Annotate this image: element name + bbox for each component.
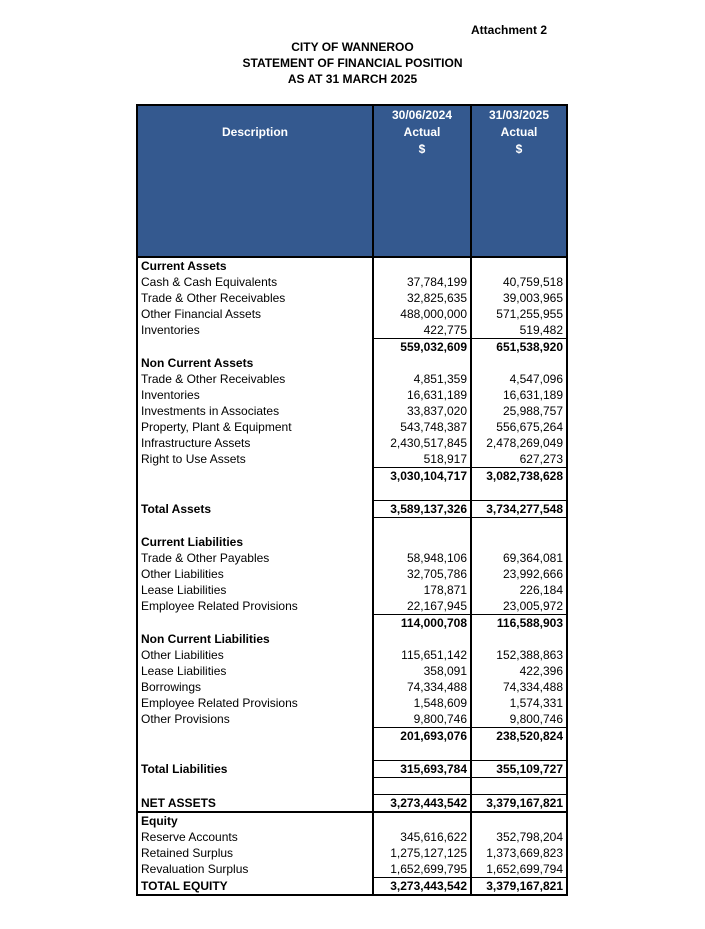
- value-2024: 37,784,199: [373, 274, 471, 290]
- value-2025: 2,478,269,049: [486, 436, 563, 450]
- table-row: [137, 419, 567, 435]
- table-row: [137, 711, 567, 728]
- row-label: Inventories: [137, 322, 373, 339]
- value-2025: 3,082,738,628: [471, 468, 567, 485]
- table-row: [137, 829, 567, 845]
- value-2024: [373, 744, 471, 761]
- table-row: [137, 647, 567, 663]
- date-title: AS AT 31 MARCH 2025: [287, 72, 418, 86]
- value-2024: 115,651,142: [373, 647, 471, 663]
- value-2024: 358,091: [373, 663, 471, 679]
- attachment-label: Attachment 2: [471, 23, 548, 37]
- row-label: Other Provisions: [137, 711, 373, 728]
- row-label: Current Assets: [137, 257, 373, 274]
- table-row: [137, 845, 567, 861]
- value-2024: [373, 812, 471, 829]
- total-row: [137, 795, 567, 813]
- value-2024: [373, 484, 471, 501]
- table-row: [137, 403, 567, 419]
- row-label: [137, 728, 373, 745]
- row-label: Equity: [137, 812, 373, 829]
- row-label: Revaluation Surplus: [137, 861, 373, 878]
- row-label: Other Liabilities: [137, 566, 373, 582]
- table-header-row: [137, 105, 567, 257]
- section-heading-row: [137, 534, 567, 550]
- value-2024: [373, 355, 471, 371]
- value-2025: 238,520,824: [471, 728, 567, 745]
- row-label: Total Liabilities: [137, 761, 373, 778]
- row-label: Other Financial Assets: [137, 306, 373, 322]
- table-row: [137, 322, 567, 339]
- value-2025: 651,538,920: [471, 339, 567, 356]
- value-2025: 116,588,903: [471, 615, 567, 632]
- table-row: [137, 861, 567, 878]
- value-2024: 3,273,443,542: [373, 795, 471, 813]
- value-2025: 3,734,277,548: [471, 501, 567, 518]
- table-row: [137, 582, 567, 598]
- value-2025: [471, 778, 567, 795]
- value-2025: 355,109,727: [471, 761, 567, 778]
- section-heading-row: [137, 355, 567, 371]
- row-label: Inventories: [137, 387, 373, 403]
- value-2025: 16,631,189: [502, 388, 563, 402]
- value-2025: [471, 518, 567, 535]
- value-2024: 3,273,443,542: [373, 878, 471, 896]
- value-2024: 1,275,127,125: [373, 845, 471, 861]
- row-label: Other Liabilities: [137, 647, 373, 663]
- table-row: [137, 306, 567, 322]
- row-label: [137, 468, 373, 485]
- row-label: NET ASSETS: [137, 795, 373, 813]
- value-2024: 114,000,708: [373, 615, 471, 632]
- value-2024: 518,917: [373, 451, 471, 468]
- value-2025: [471, 744, 567, 761]
- value-2024: 4,851,359: [373, 371, 471, 387]
- description-header: Description: [137, 105, 373, 257]
- row-label: Trade & Other Receivables: [137, 290, 373, 306]
- table-row: [137, 663, 567, 679]
- value-2025: [471, 534, 567, 550]
- col-2025-header: 31/03/2025 Actual $: [471, 105, 567, 257]
- value-2024: 9,800,746: [373, 711, 471, 728]
- value-2024: 33,837,020: [373, 403, 471, 419]
- value-2025: 422,396: [519, 664, 563, 678]
- value-2024: 22,167,945: [373, 598, 471, 615]
- value-2025: 1,652,699,794: [486, 862, 563, 876]
- value-2025: 25,988,757: [502, 404, 563, 418]
- row-label: Reserve Accounts: [137, 829, 373, 845]
- row-label: Investments in Associates: [137, 403, 373, 419]
- subtotal-row: [137, 339, 567, 356]
- row-label: Right to Use Assets: [137, 451, 373, 468]
- row-label: Infrastructure Assets: [137, 435, 373, 451]
- row-label: [137, 744, 373, 761]
- value-2024: 345,616,622: [373, 829, 471, 845]
- value-2024: 178,871: [373, 582, 471, 598]
- col-2024-header: 30/06/2024 Actual $: [373, 105, 471, 257]
- value-2025: [471, 812, 567, 829]
- table-row: [137, 387, 567, 403]
- value-2025: 74,334,488: [502, 680, 563, 694]
- spacer-row: [137, 518, 567, 535]
- table-row: [137, 435, 567, 451]
- value-2025: 40,759,518: [502, 275, 563, 289]
- table-row: [137, 451, 567, 468]
- value-2024: [373, 518, 471, 535]
- value-2024: 1,652,699,795: [373, 861, 471, 878]
- value-2025: 152,388,863: [496, 648, 563, 662]
- row-label: Cash & Cash Equivalents: [137, 274, 373, 290]
- total-row: [137, 761, 567, 778]
- table-row: [137, 371, 567, 387]
- table-row: [137, 290, 567, 306]
- table-row: [137, 695, 567, 711]
- value-2025: [471, 257, 567, 274]
- value-2025: 9,800,746: [509, 712, 563, 726]
- value-2024: 74,334,488: [373, 679, 471, 695]
- total-row: [137, 501, 567, 518]
- row-label: Lease Liabilities: [137, 663, 373, 679]
- statement-title: STATEMENT OF FINANCIAL POSITION: [242, 56, 463, 70]
- value-2025: [471, 631, 567, 647]
- row-label: Borrowings: [137, 679, 373, 695]
- value-2024: 3,589,137,326: [373, 501, 471, 518]
- row-label: [137, 518, 373, 535]
- value-2025: 1,574,331: [509, 696, 563, 710]
- table-row: [137, 679, 567, 695]
- subtotal-row: [137, 615, 567, 632]
- table-row: [137, 598, 567, 615]
- total-row: [137, 878, 567, 896]
- value-2024: 543,748,387: [373, 419, 471, 435]
- row-label: Retained Surplus: [137, 845, 373, 861]
- value-2025: 226,184: [519, 583, 563, 597]
- value-2024: [373, 257, 471, 274]
- section-heading-row: [137, 812, 567, 829]
- value-2024: 32,825,635: [373, 290, 471, 306]
- value-2025: 39,003,965: [502, 291, 563, 305]
- value-2024: 422,775: [373, 322, 471, 339]
- row-label: Trade & Other Payables: [137, 550, 373, 566]
- row-label: Lease Liabilities: [137, 582, 373, 598]
- value-2024: 488,000,000: [373, 306, 471, 322]
- value-2024: 1,548,609: [373, 695, 471, 711]
- value-2025: 1,373,669,823: [486, 846, 563, 860]
- table-body: [137, 257, 567, 895]
- row-label: Total Assets: [137, 501, 373, 518]
- value-2024: 201,693,076: [373, 728, 471, 745]
- spacer-row: [137, 484, 567, 501]
- value-2024: 16,631,189: [373, 387, 471, 403]
- value-2024: 58,948,106: [373, 550, 471, 566]
- row-label: [137, 778, 373, 795]
- value-2025: 519,482: [519, 323, 563, 337]
- value-2024: 559,032,609: [373, 339, 471, 356]
- row-label: Non Current Assets: [137, 355, 373, 371]
- row-label: Current Liabilities: [137, 534, 373, 550]
- table-row: [137, 566, 567, 582]
- value-2025: 571,255,955: [496, 307, 563, 321]
- subtotal-row: [137, 468, 567, 485]
- spacer-row: [137, 744, 567, 761]
- value-2025: [471, 355, 567, 371]
- spacer-row: [137, 778, 567, 795]
- value-2025: [471, 484, 567, 501]
- value-2025: 627,273: [519, 452, 563, 466]
- financial-position-table: [136, 104, 568, 896]
- row-label: Property, Plant & Equipment: [137, 419, 373, 435]
- value-2025: 3,379,167,821: [471, 795, 567, 813]
- row-label: [137, 615, 373, 632]
- value-2025: 556,675,264: [496, 420, 563, 434]
- value-2025: 3,379,167,821: [471, 878, 567, 896]
- row-label: Employee Related Provisions: [137, 598, 373, 615]
- row-label: [137, 339, 373, 356]
- value-2024: 3,030,104,717: [373, 468, 471, 485]
- value-2025: 23,992,666: [502, 567, 563, 581]
- value-2025: 4,547,096: [509, 372, 563, 386]
- value-2024: 32,705,786: [373, 566, 471, 582]
- table-row: [137, 274, 567, 290]
- value-2024: [373, 534, 471, 550]
- value-2025: 23,005,972: [502, 599, 563, 613]
- row-label: Employee Related Provisions: [137, 695, 373, 711]
- row-label: [137, 484, 373, 501]
- value-2025: 69,364,081: [502, 551, 563, 565]
- subtotal-row: [137, 728, 567, 745]
- value-2024: 315,693,784: [373, 761, 471, 778]
- section-heading-row: [137, 257, 567, 274]
- section-heading-row: [137, 631, 567, 647]
- org-title: CITY OF WANNEROO: [291, 40, 414, 54]
- value-2025: 352,798,204: [496, 830, 563, 844]
- value-2024: [373, 778, 471, 795]
- row-label: Non Current Liabilities: [137, 631, 373, 647]
- value-2024: [373, 631, 471, 647]
- row-label: TOTAL EQUITY: [137, 878, 373, 896]
- row-label: Trade & Other Receivables: [137, 371, 373, 387]
- value-2024: 2,430,517,845: [373, 435, 471, 451]
- table-row: [137, 550, 567, 566]
